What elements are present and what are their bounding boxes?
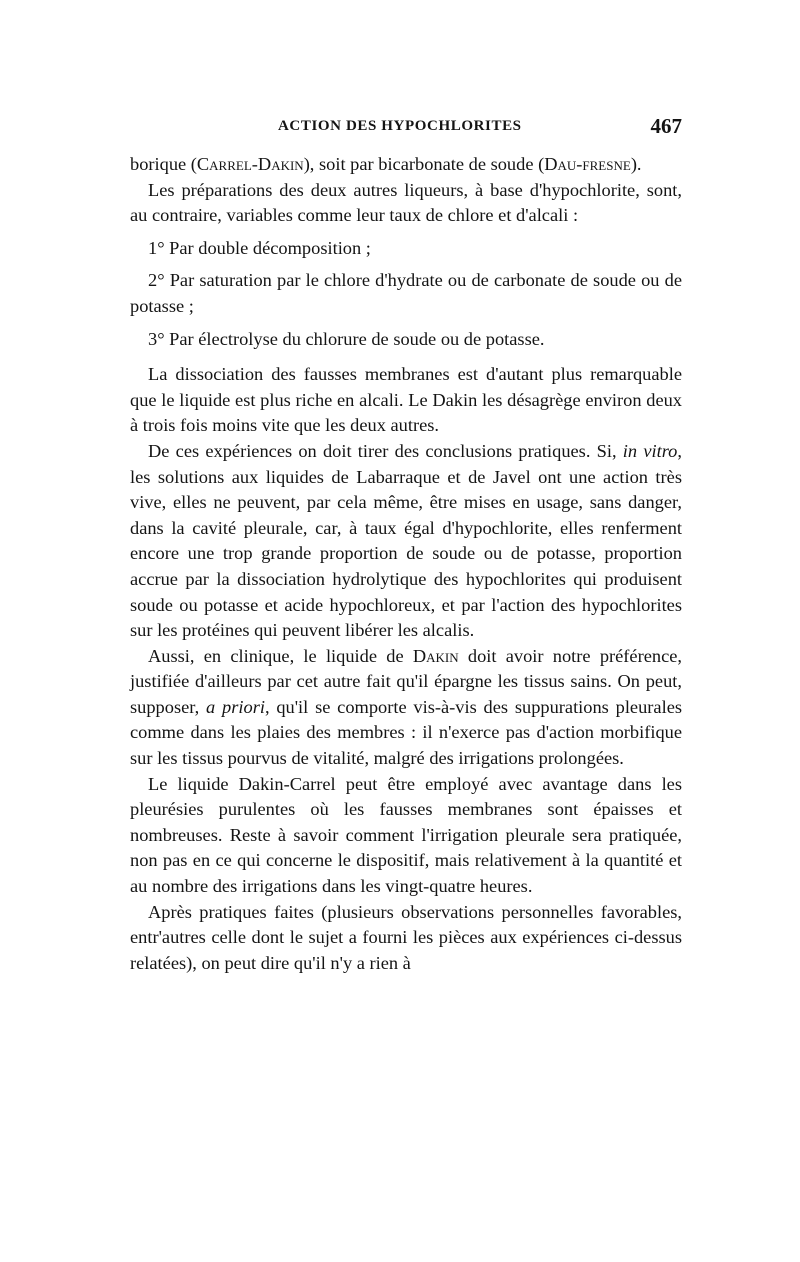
list-item: 3° Par électrolyse du chlorure de soude ou de potasse. [148,328,545,349]
latin-term: a priori [206,696,265,717]
page-number: 467 [650,114,682,138]
body-text [130,152,682,976]
list-item: 2° Par saturation par le chlore d'hydrate ou de carbonate de soude ou de potasse ; [130,270,682,316]
author-name: Dakin [412,645,459,666]
paragraph-continuation: borique (Carrel-Dakin), soit par bicarbonate de soude (Dau-fresne). [130,154,642,174]
paragraph: Aussi, en clinique, le liquide de Dakin doit avoir notre préférence, justifiée d'ailleurs par cet autre fait qu'il épargne les tissus sains. On peut, supposer, a priori, qu'il se comporte vis-à-vis des suppurations pleurales comme dans les plaies des membres : il n'exerce pas d'action morbifique sur les tissus pourvus de vitalité, malgré des irrigations prolongées. [130,645,683,769]
paragraph: De ces expériences on doit tirer des conclusions pratiques. Si, in vitro, les solutions aux liquides de Labarraque et de Javel ont une action très vive, elles ne peuvent, par cela même, être mises en usage, sans danger, dans la cavité pleurale, car, à taux égal d'hypochlorite, elles renferment encore une trop grande proportion de soude ou de potasse, proportion accrue par la dissociation hydrolytique des hypochlorites qui produisent soude ou potasse et acide hypochloreux, et par l'action des hypochlorites sur les protéines qui peuvent libérer les alcalis. [130,440,682,641]
author-name: Dau-fresne [544,154,631,174]
paragraph: Après pratiques faites (plusieurs observations personnelles favorables, entr'autres celle dont le sujet a fourni les pièces aux expériences ci-dessus relatées), on peut dire qu'il n'y a rien à [130,901,682,973]
paragraph: La dissociation des fausses membranes est d'autant plus remarquable que le liquide est plus riche en alcali. Le Dakin les désagrège environ deux à trois fois moins vite que les deux autres. [130,364,682,436]
author-name: Carrel-Dakin [196,154,304,174]
list-item: 1° Par double décomposition ; [148,237,371,258]
running-title: ACTION DES HYPOCHLORITES [278,118,522,134]
latin-term: in vitro [622,440,678,461]
paragraph: Le liquide Dakin-Carrel peut être employé avec avantage dans les pleurésies purulentes où les fausses membranes sont épaisses et nombreuses. Reste à savoir comment l'irrigation pleurale sera pratiquée, non pas en ce qui concerne le dispositif, mais relativement à la quantité et au nombre des irrigations dans les vingt-quatre heures. [130,773,682,897]
page-header [130,114,682,142]
paragraph: Les préparations des deux autres liqueurs, à base d'hypochlorite, sont, au contraire, variables comme leur taux de chlore et d'alcali : [130,179,682,226]
